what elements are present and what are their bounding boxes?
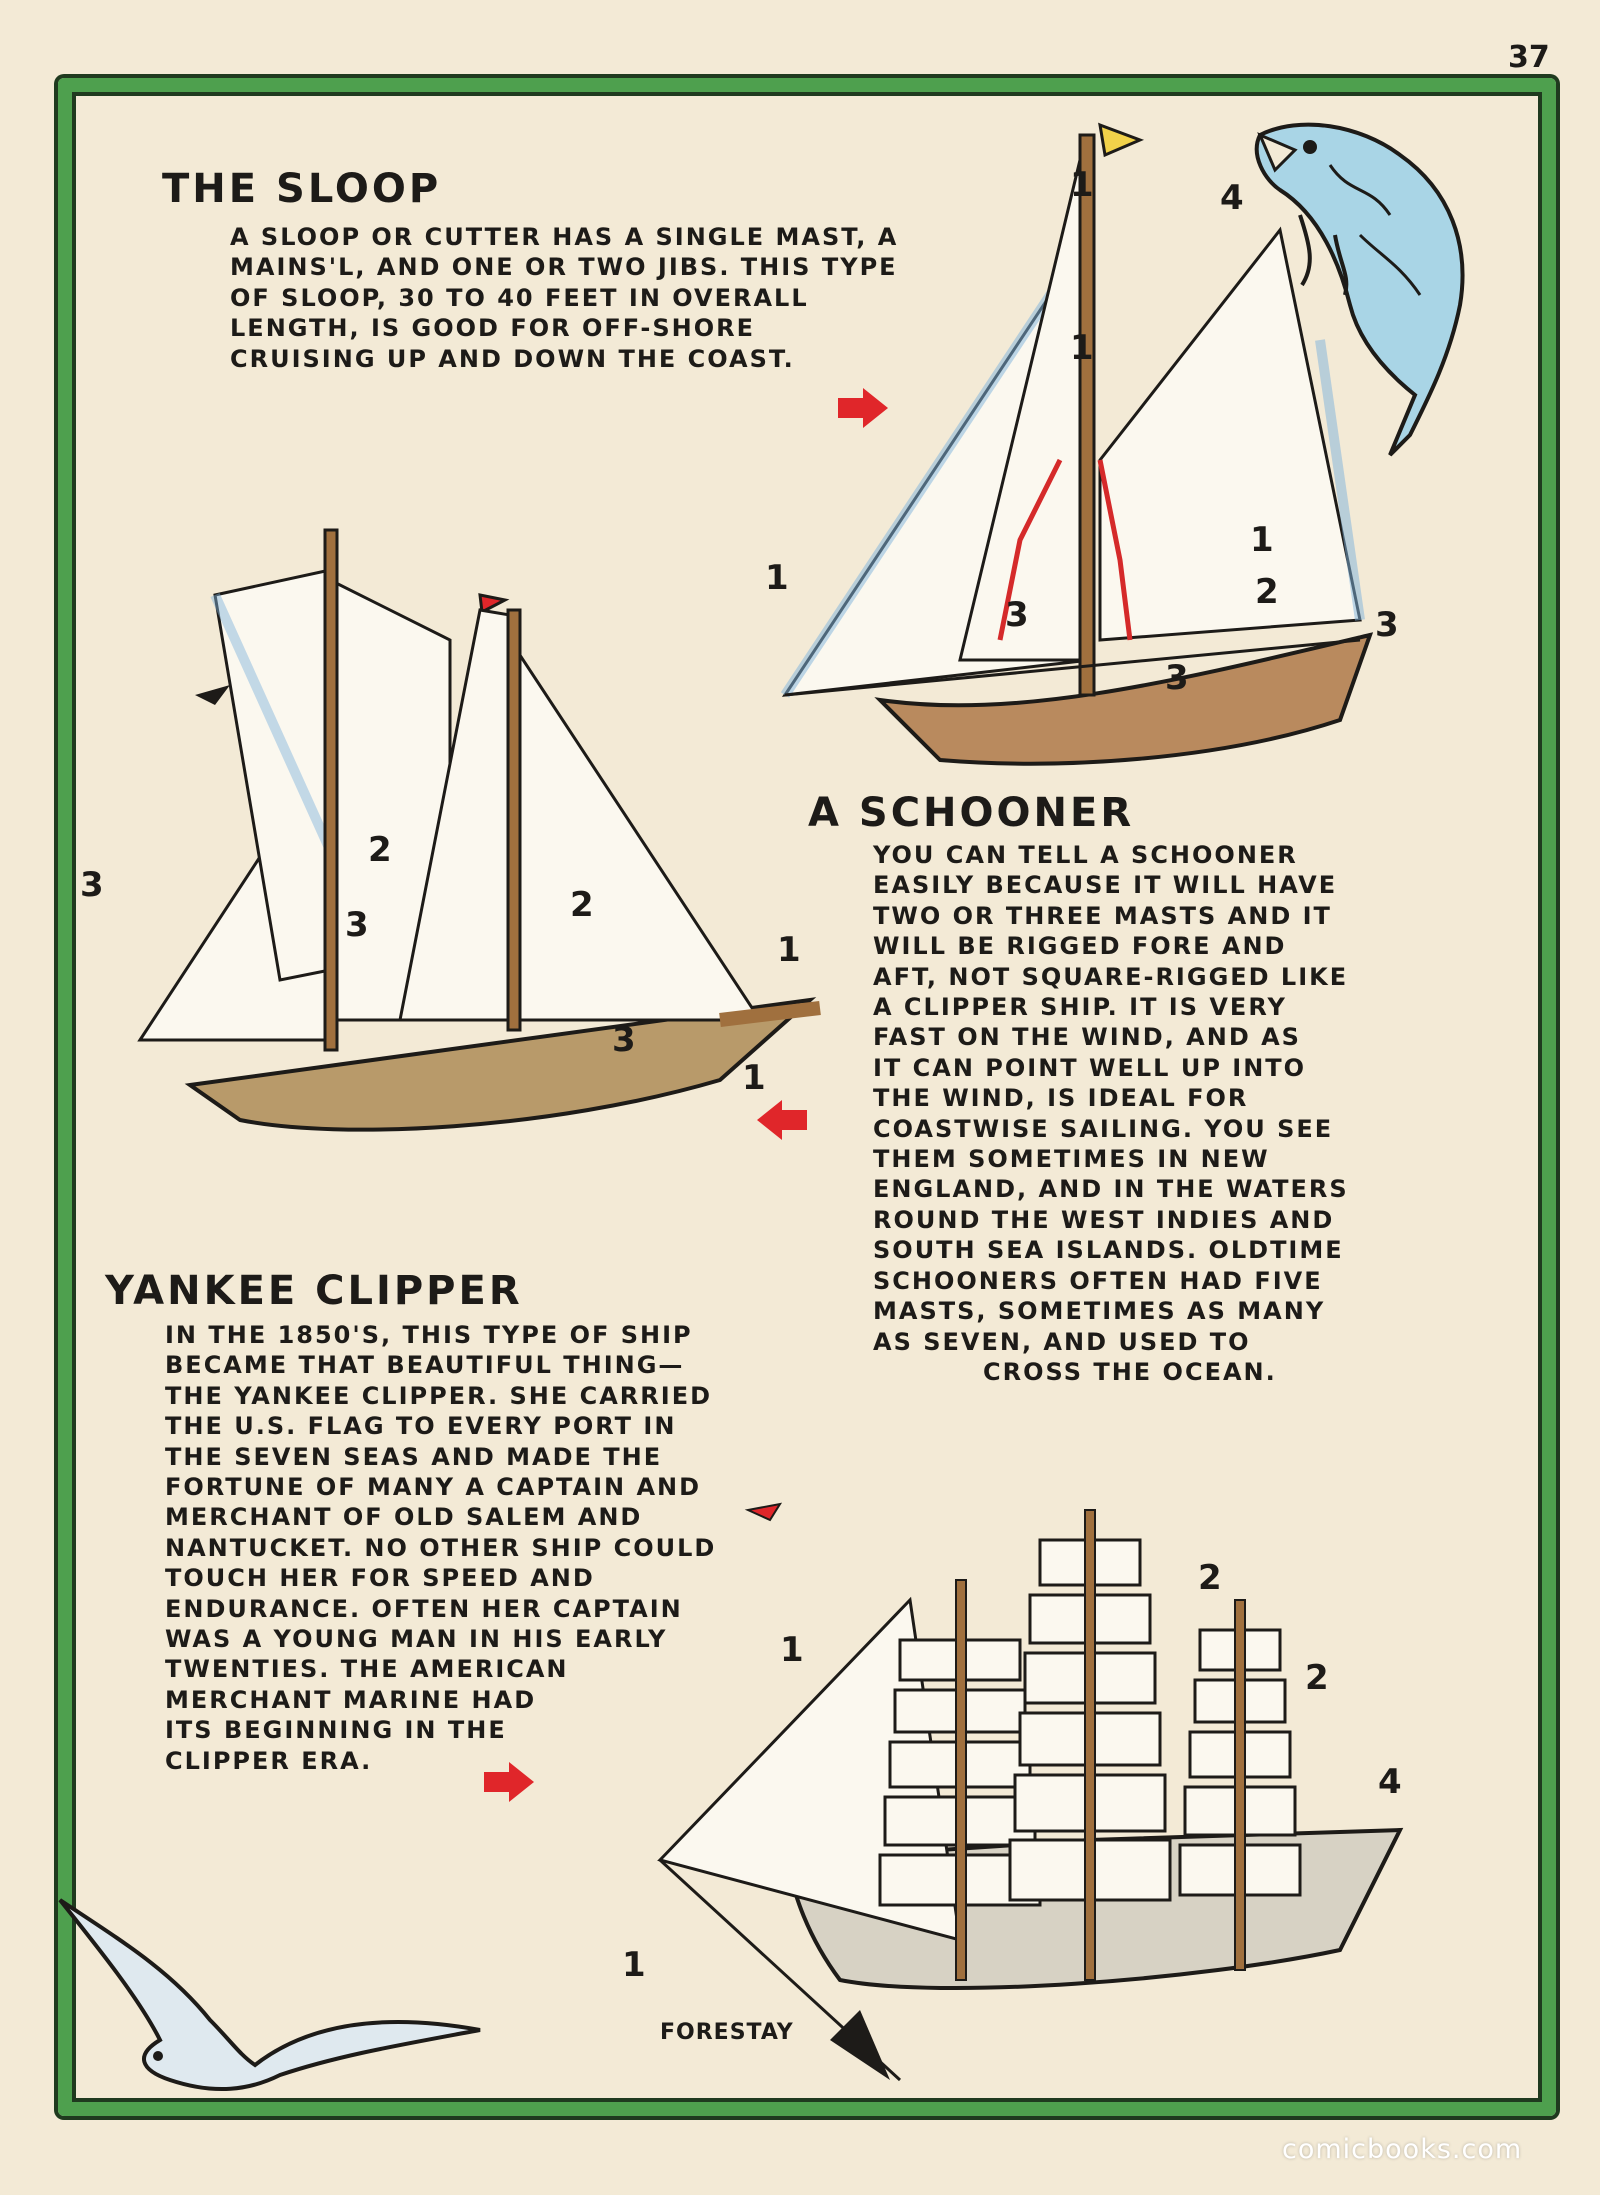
watermark: comicbooks.com xyxy=(1282,2134,1523,2165)
clipper-line: MERCHANT MARINE HAD xyxy=(165,1685,537,1714)
sloop-callout: 2 xyxy=(1255,572,1279,612)
clipper-line: TWENTIES. THE AMERICAN xyxy=(165,1655,569,1684)
schooner-line: COASTWISE SAILING. YOU SEE xyxy=(873,1114,1334,1143)
clipper-line: THE SEVEN SEAS AND MADE THE xyxy=(165,1442,663,1471)
schooner-red-arrow-icon xyxy=(757,1100,807,1140)
schooner-line: TWO OR THREE MASTS AND IT xyxy=(873,901,1332,930)
clipper-line: WAS A YOUNG MAN IN HIS EARLY xyxy=(165,1625,668,1654)
sloop-line: CRUISING UP AND DOWN THE COAST. xyxy=(230,344,795,373)
clipper-line: BECAME THAT BEAUTIFUL THING— xyxy=(165,1351,685,1380)
schooner-callout: 3 xyxy=(345,905,369,945)
seagull-illustration xyxy=(40,1880,500,2100)
clipper-line: THE U.S. FLAG TO EVERY PORT IN xyxy=(165,1412,677,1441)
clipper-illustration xyxy=(640,1480,1430,2100)
clipper-heading: YANKEE CLIPPER xyxy=(105,1268,523,1314)
schooner-illustration xyxy=(120,520,840,1140)
clipper-callout: 1 xyxy=(622,1945,646,1985)
sloop-line: A SLOOP OR CUTTER HAS A SINGLE MAST, A xyxy=(230,223,899,251)
sloop-line: MAINS'L, AND ONE OR TWO JIBS. THIS TYPE xyxy=(230,253,898,282)
page-number: 37 xyxy=(1508,40,1550,75)
sloop-heading: THE SLOOP xyxy=(162,166,442,212)
clipper-line: MERCHANT OF OLD SALEM AND xyxy=(165,1503,643,1532)
schooner-line: IT CAN POINT WELL UP INTO xyxy=(873,1053,1307,1082)
sloop-callout: 1 xyxy=(1250,520,1274,560)
clipper-line: ITS BEGINNING IN THE xyxy=(165,1716,507,1745)
schooner-line: CROSS THE OCEAN. xyxy=(983,1357,1277,1386)
clipper-line: CLIPPER ERA. xyxy=(165,1746,373,1775)
schooner-line: WILL BE RIGGED FORE AND xyxy=(873,932,1287,961)
clipper-line: THE YANKEE CLIPPER. SHE CARRIED xyxy=(165,1381,713,1410)
schooner-line: AFT, NOT SQUARE-RIGGED LIKE xyxy=(873,962,1349,991)
clipper-line: ENDURANCE. OFTEN HER CAPTAIN xyxy=(165,1594,683,1623)
schooner-callout: 2 xyxy=(368,830,392,870)
sloop-callout: 1 xyxy=(765,558,789,598)
schooner-line: AS SEVEN, AND USED TO xyxy=(873,1327,1251,1356)
schooner-callout: 1 xyxy=(777,930,801,970)
clipper-callout: 2 xyxy=(1198,1558,1222,1598)
sloop-red-arrow-icon xyxy=(838,388,888,428)
sloop-callout: 3 xyxy=(1165,658,1189,698)
sloop-callout: 4 xyxy=(1220,178,1244,218)
sloop-callout: 3 xyxy=(1375,605,1399,645)
schooner-line: ROUND THE WEST INDIES AND xyxy=(873,1205,1335,1234)
sloop-line: LENGTH, IS GOOD FOR OFF-SHORE xyxy=(230,314,756,343)
clipper-callout: 4 xyxy=(1378,1762,1402,1802)
clipper-line: TOUCH HER FOR SPEED AND xyxy=(165,1564,595,1593)
schooner-line: THE WIND, IS IDEAL FOR xyxy=(873,1084,1249,1113)
sloop-callout: 3 xyxy=(1005,595,1029,635)
sloop-illustration xyxy=(760,120,1400,780)
schooner-callout: 3 xyxy=(80,865,104,905)
clipper-callout: 1 xyxy=(780,1630,804,1670)
schooner-paragraph xyxy=(873,840,1349,1387)
schooner-line: MASTS, SOMETIMES AS MANY xyxy=(873,1297,1326,1326)
clipper-callout: 2 xyxy=(1305,1658,1329,1698)
sloop-callout: 1 xyxy=(1070,165,1094,205)
schooner-line: YOU CAN TELL A SCHOONER xyxy=(873,841,1298,869)
schooner-line: FAST ON THE WIND, AND AS xyxy=(873,1023,1301,1052)
schooner-callout: 3 xyxy=(612,1020,636,1060)
schooner-line: A CLIPPER SHIP. IT IS VERY xyxy=(873,993,1287,1022)
clipper-paragraph xyxy=(165,1320,716,1776)
clipper-line: FORTUNE OF MANY A CAPTAIN AND xyxy=(165,1473,702,1502)
schooner-callout: 1 xyxy=(742,1058,766,1098)
schooner-line: ENGLAND, AND IN THE WATERS xyxy=(873,1175,1349,1204)
schooner-line: SOUTH SEA ISLANDS. OLDTIME xyxy=(873,1236,1344,1265)
schooner-line: SCHOONERS OFTEN HAD FIVE xyxy=(873,1266,1323,1295)
forestay-label: FORESTAY xyxy=(660,2020,794,2045)
schooner-callout: 2 xyxy=(570,885,594,925)
schooner-line: THEM SOMETIMES IN NEW xyxy=(873,1145,1270,1174)
clipper-line: IN THE 1850'S, THIS TYPE OF SHIP xyxy=(165,1321,693,1349)
sloop-paragraph xyxy=(230,222,898,374)
sloop-callout: 1 xyxy=(1070,328,1094,368)
sloop-line: OF SLOOP, 30 TO 40 FEET IN OVERALL xyxy=(230,283,809,312)
clipper-line: NANTUCKET. NO OTHER SHIP COULD xyxy=(165,1533,717,1562)
schooner-line: EASILY BECAUSE IT WILL HAVE xyxy=(873,871,1338,900)
schooner-heading: A SCHOONER xyxy=(808,790,1135,836)
